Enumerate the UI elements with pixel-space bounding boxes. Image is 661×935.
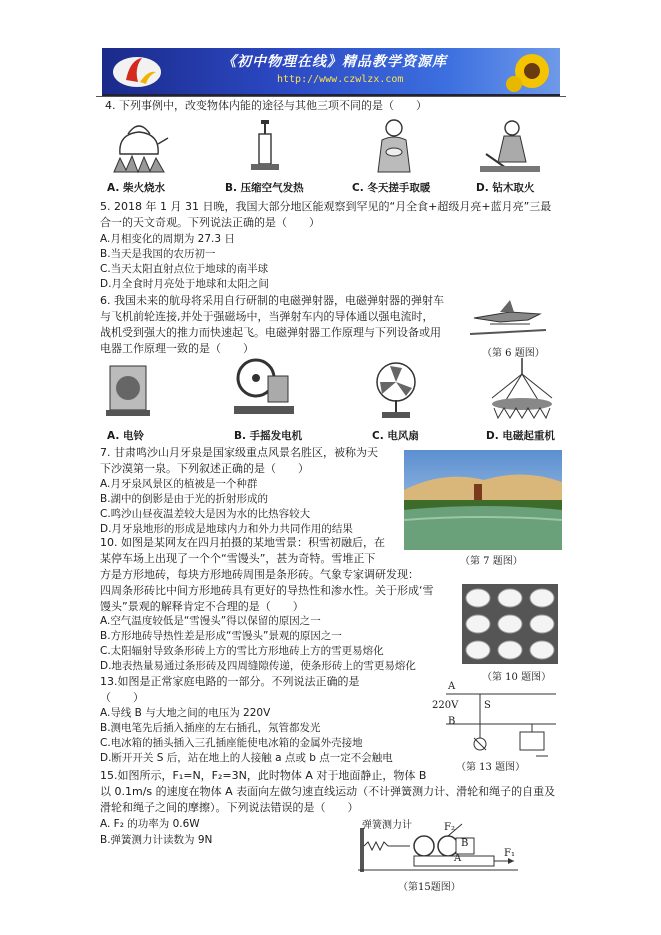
jet-launch-image <box>470 290 546 342</box>
q15-line2: 以 0.1m/s 的速度在物体 A 表面向左做匀速直线运动（不计弹簧测力计、滑轮和绳子的自重及 <box>100 785 556 798</box>
q7-line2: 下沙漠第一泉。下列叙述正确的是（ ） <box>100 462 309 475</box>
q13-option-b: B.测电笔先后插入插座的左右插孔，氖管都发光 <box>100 722 321 734</box>
q10-option-a: A.空气温度较低是“雪馒头”得以保留的原因之一 <box>100 615 321 627</box>
q4-option-b: B. 压缩空气发热 <box>225 182 304 194</box>
q5-option-d: D.月全食时月亮处于地球和太阳之间 <box>100 278 269 290</box>
q15-line1: 15.如图所示，F₁=N，F₂=3N，此时物体 A 对于地面静止，物体 B <box>100 769 427 782</box>
q10-fig-caption: （第 10 题图） <box>482 672 552 683</box>
electric-fan-image <box>370 360 422 420</box>
hand-generator-image <box>232 356 296 420</box>
crescent-lake-photo <box>404 450 562 550</box>
q13-option-d: D.断开开关 S 后，站在地上的人接触 a 点或 b 点一定不会触电 <box>100 752 393 764</box>
q6-fig-caption: （第 6 题图） <box>482 348 545 359</box>
q13-label-voltage: 220V <box>432 700 459 711</box>
q5-option-a: A.月相变化的周期为 27.3 日 <box>100 233 235 245</box>
q6-line2: 与飞机前轮连接,并处于强磁场中，当弹射车内的导体通以强电流时， <box>100 310 434 323</box>
q10-line5: 馒头”景观的解释肯定不合理的是（ ） <box>100 600 304 613</box>
sunflower-icon <box>506 50 558 92</box>
q5-stem-line1: 5. 2018 年 1 月 31 日晚，我国大部分地区能观察到罕见的“月全食+超级月亮+蓝月亮”三最 <box>100 200 552 213</box>
q13-label-a: A <box>448 681 456 692</box>
q4-option-c: C. 冬天搓手取暖 <box>352 182 431 194</box>
rubbing-hands-image <box>370 116 420 176</box>
q6-option-a: A. 电铃 <box>107 430 144 442</box>
q7-option-a: A.月牙泉风景区的植被是一个种群 <box>100 478 258 490</box>
q10-option-b: B.方形地砖导热性差是形成“雪馒头”景观的原因之一 <box>100 630 342 642</box>
q15-label-f1: F₁ <box>504 848 515 859</box>
q7-option-b: B.湖中的倒影是由于光的折射形成的 <box>100 493 269 505</box>
q13-line1: 13.如图是正常家庭电路的一部分。不列说法正确的是 <box>100 675 360 688</box>
q7-option-c: C.鸣沙山昼夜温差较大是因为水的比热容较大 <box>100 508 311 520</box>
banner-title: 《初中物理在线》精品教学资源库 <box>222 54 447 70</box>
q4-stem: 4. 下列事例中，改变物体内能的途径与其他三项不同的是（ ） <box>105 99 427 112</box>
q13-label-s: S <box>484 700 491 711</box>
q5-stem-line2: 合一的天文奇观。下列说法正确的是（ ） <box>100 216 320 229</box>
electric-bell-image <box>104 360 152 418</box>
q6-line4: 电器工作原理一致的是（ ） <box>100 342 254 355</box>
q15-option-b: B.弹簧测力计读数为 9N <box>100 834 213 846</box>
q5-option-c: C.当天太阳直射点位于地球的南半球 <box>100 263 269 275</box>
q13-label-b: B <box>448 716 456 727</box>
q6-option-d: D. 电磁起重机 <box>486 430 555 442</box>
logo-icon <box>108 52 166 90</box>
q15-label-f2: F₂ <box>444 822 455 833</box>
q10-line2: 某停车场上出现了一个个“雪馒头”，甚为奇特。雪堆正下 <box>100 552 376 565</box>
banner-url: http://www.czwlzx.com <box>277 74 404 85</box>
q7-fig-caption: （第 7 题图） <box>460 556 523 567</box>
q15-label-a: A <box>454 853 462 864</box>
q4-option-d: D. 钻木取火 <box>476 182 535 194</box>
kettle-fire-image <box>108 114 170 174</box>
q7-option-d: D.月牙泉地形的形成是地球内力和外力共同作用的结果 <box>100 523 353 535</box>
q15-line3: 滑轮和绳子之间的摩擦）。下列说法错误的是（ ） <box>100 801 359 814</box>
q4-option-a: A. 柴火烧水 <box>107 182 165 194</box>
q13-option-c: C.电冰箱的插头插入三孔插座能使电冰箱的金属外壳接地 <box>100 737 363 749</box>
q10-option-d: D.地表热量易通过条形砖及四周缝隙传递，使条形砖上的雪更易熔化 <box>100 660 416 672</box>
q15-fig-caption: （第15题图） <box>398 882 461 893</box>
q6-option-c: C. 电风扇 <box>372 430 419 442</box>
q15-option-a: A. F₂ 的功率为 0.6W <box>100 818 200 830</box>
q6-line3: 战机受到强大的推力而快速起飞。电磁弹射器工作原理与下列设备或用 <box>100 326 441 339</box>
q10-line4: 四周条形砖比中间方形地砖具有更好的导热性和渗水性。关于形成‘雪 <box>100 584 434 597</box>
q6-line1: 6. 我国未来的航母将采用自行研制的电磁弹射器，电磁弹射器的弹射车 <box>100 294 444 307</box>
air-compression-image <box>245 116 285 176</box>
q15-label-b: B <box>461 838 469 849</box>
q6-option-b: B. 手摇发电机 <box>234 430 303 442</box>
q10-option-c: C.太阳辐射导致条形砖上方的雪比方形地砖上方的雪更易熔化 <box>100 645 384 657</box>
electromagnetic-crane-image <box>486 356 558 420</box>
q7-line1: 7. 甘肃鸣沙山月牙泉是国家级重点风景名胜区，被称为天 <box>100 446 378 459</box>
header-rule <box>96 96 566 97</box>
q13-line2: （ ） <box>100 691 144 704</box>
q15-label-spring: 弹簧测力计 <box>362 820 412 831</box>
drill-fire-image <box>476 116 546 176</box>
q10-line3: 方是方形地砖，每块方形地砖周围是条形砖。气象专家调研发现： <box>100 568 419 581</box>
q13-fig-caption: （第 13 题图） <box>456 762 526 773</box>
q10-line1: 10. 如图是某网友在四月拍摄的某地雪景：积雪初融后，在 <box>100 536 385 549</box>
q13-option-a: A.导线 B 与大地之间的电压为 220V <box>100 707 271 719</box>
snow-mounds-photo <box>462 584 558 664</box>
q5-option-b: B.当天是我国的农历初一 <box>100 248 216 260</box>
